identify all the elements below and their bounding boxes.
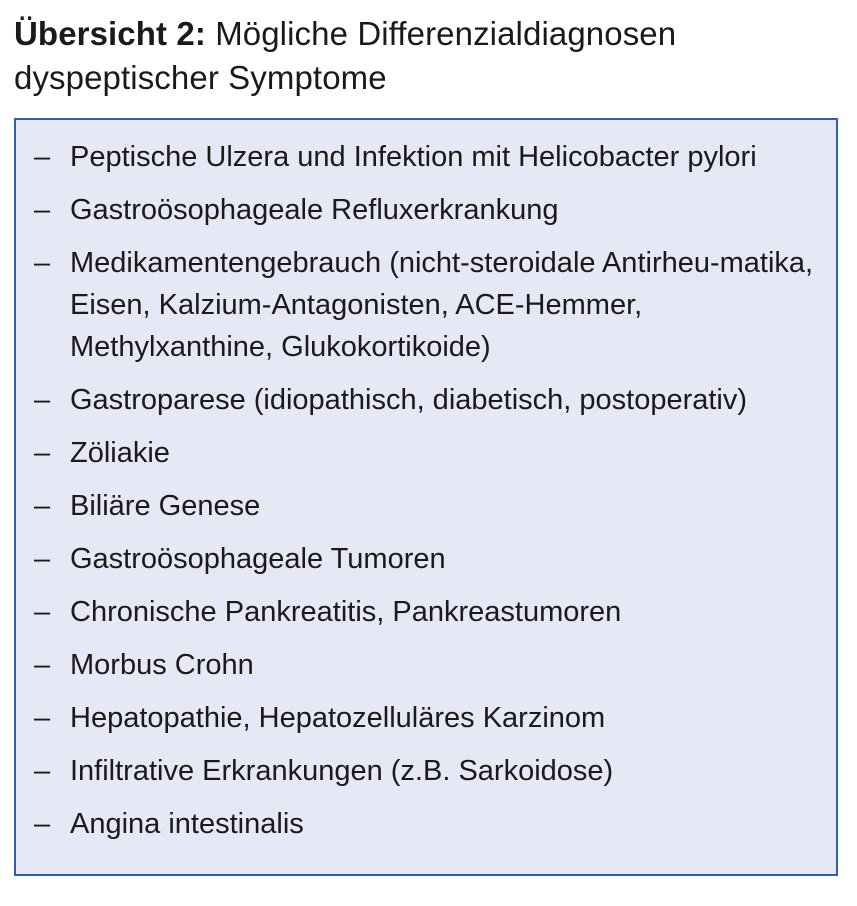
list-item xyxy=(16,538,836,580)
list-item xyxy=(16,591,836,633)
dash-bullet: – xyxy=(34,755,51,787)
list-item xyxy=(16,242,836,368)
list-item xyxy=(16,485,836,527)
list-item xyxy=(16,379,836,421)
list-item xyxy=(16,644,836,686)
list-item xyxy=(16,803,836,845)
list-item xyxy=(16,432,836,474)
list-item xyxy=(16,750,836,792)
list-item xyxy=(16,136,836,178)
list-item-text: Medikamentengebrauch (nicht-steroidale Antirheu-matika, Eisen, Kalzium-Antagonisten, ACE-Hemmer, Methylxanthine, Glukokortikoide) xyxy=(70,247,814,363)
dash-bullet: – xyxy=(34,437,51,469)
dash-bullet: – xyxy=(34,194,51,226)
list-item-text: Peptische Ulzera und Infektion mit Helicobacter pylori xyxy=(70,141,757,173)
list-item xyxy=(16,189,836,231)
dash-bullet: – xyxy=(34,384,51,416)
document-title xyxy=(14,12,844,100)
dash-bullet: – xyxy=(34,649,51,681)
dash-bullet: – xyxy=(34,808,51,840)
list-item-text: Gastroösophageale Refluxerkrankung xyxy=(70,194,559,226)
list-item-text: Zöliakie xyxy=(70,437,170,469)
dash-bullet: – xyxy=(34,490,51,522)
dash-bullet: – xyxy=(34,543,51,575)
title-text: Mögliche Differenzialdiagnosen dyspeptischer Symptome xyxy=(14,15,677,96)
list-item-text: Morbus Crohn xyxy=(70,649,254,681)
dash-bullet: – xyxy=(34,247,51,279)
diagnosis-list xyxy=(16,136,836,856)
list-item-text: Biliäre Genese xyxy=(70,490,261,522)
list-item-text: Chronische Pankreatitis, Pankreastumoren xyxy=(70,596,622,628)
list-item-text: Gastroösophageale Tumoren xyxy=(70,543,446,575)
list-item-text: Gastroparese (idiopathisch, diabetisch, postoperativ) xyxy=(70,384,748,416)
list-item-text: Hepatopathie, Hepatozelluläres Karzinom xyxy=(70,702,606,734)
title-label: Übersicht 2: xyxy=(14,15,206,52)
list-item xyxy=(16,697,836,739)
list-item-text: Infiltrative Erkrankungen (z.B. Sarkoidose) xyxy=(70,755,614,787)
dash-bullet: – xyxy=(34,702,51,734)
dash-bullet: – xyxy=(34,141,51,173)
dash-bullet: – xyxy=(34,596,51,628)
diagnosis-box xyxy=(14,118,838,876)
list-item-text: Angina intestinalis xyxy=(70,808,304,840)
